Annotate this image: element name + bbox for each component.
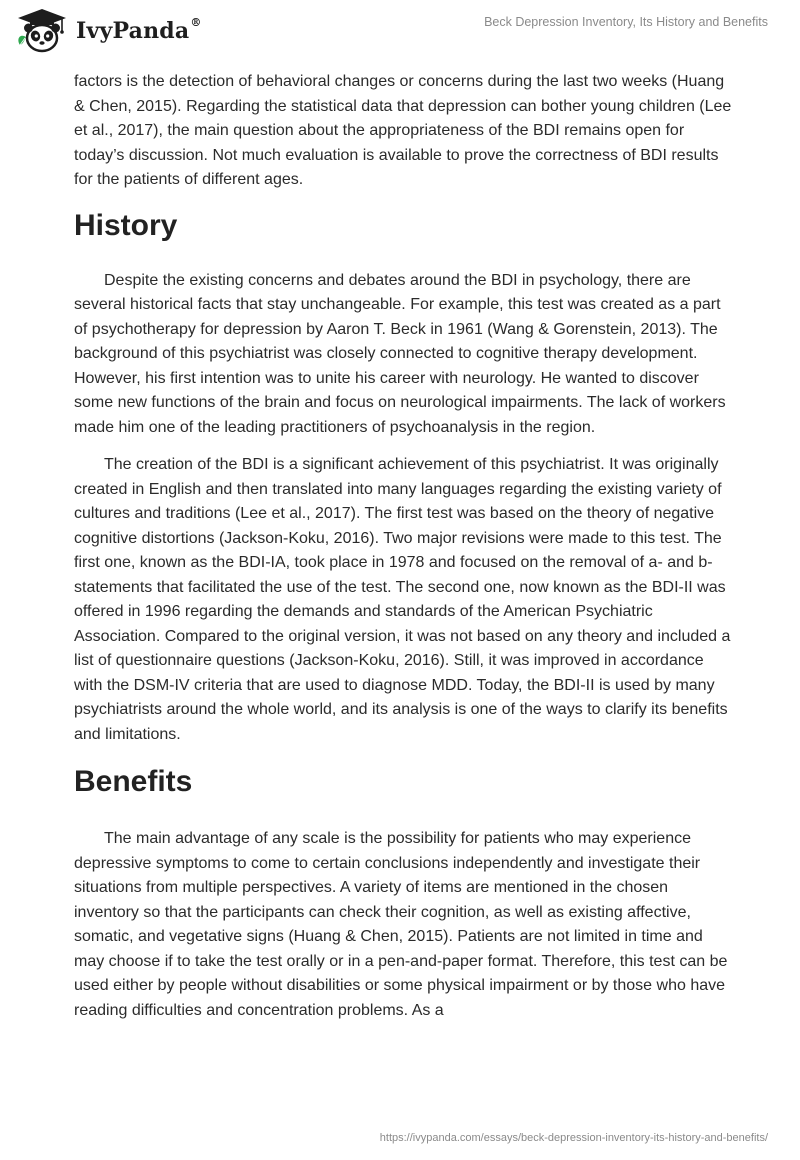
history-heading: History [74,208,178,242]
history-paragraph-1: Despite the existing concerns and debates around the BDI in psychology, there are several historical facts that stay unchangeable. For example, this test was created as a part of psychotherapy for depression by Aaron T. Beck in 1961 (Wang & Gorenstein, 2013). The background of this psychiatrist was closely connected to cognitive therapy development. However, his first intention was to unite his career with neurology. He wanted to discover some new functions of the brain and focus on neurological impairments. The lack of workers made him one of the leading practitioners of psychoanalysis in the region. [74,271,726,436]
document-title: Beck Depression Inventory, Its History and Benefits [484,15,768,29]
benefits-heading: Benefits [74,765,193,798]
source-url[interactable]: https://ivypanda.com/essays/beck-depression-inventory-its-history-and-benefits/ [379,1132,768,1144]
intro-paragraph: factors is the detection of behavioral changes or concerns during the last two weeks (Huang & Chen, 2015). Regarding the statistical data that depression can bother young children (Lee et al., 2017), the main question about the appropriateness of the BDI remains open for today’s discussion. Not much evaluation is available to prove the correctness of BDI results for the patients of different ages. [74,73,732,188]
registered-mark: ® [190,16,202,29]
panda-graduate-icon [14,7,70,55]
history-paragraph-2: The creation of the BDI is a significant achievement of this psychiatrist. It was originally created in English and then translated into many languages regarding the existing variety of cultures and traditions (Lee et al., 2017). The first test was based on the theory of negative cognitive distortions (Jackson-Koku, 2016). Two major revisions were made to this test. The first one, known as the BDI-IA, took place in 1978 and focused on the removal of a- and b-statements that facilitated the use of the test. The second one, now known as the BDI-II was offered in 1996 regarding the demands and standards of the American Psychiatric Association. Compared to the original version, it was not based on any theory and included a list of questionnaire questions (Jackson-Koku, 2016). Still, it was improved in accordance with the DSM-IV criteria that are used to diagnose MDD. Today, the BDI-II is used by many psychiatrists around the whole world, and its analysis is one of the ways to clarify its benefits and limitations. [74,456,731,743]
brand-logo[interactable] [14,7,202,55]
brand-name: IvyPanda® [76,16,202,44]
benefits-paragraph-1: The main advantage of any scale is the possibility for patients who may experience depressive symptoms to come to certain conclusions independently and investigate their situations from multiple perspectives. A variety of items are mentioned in the chosen inventory so that the participants can check their cognition, as well as existing affective, somatic, and vegetative signs (Huang & Chen, 2015). Patients are not limited in time and may choose if to take the test orally or in a pen-and-paper format. Therefore, this test can be used either by people without disabilities or some physical impairment or by those who have reading difficulties and concentration problems. As a [74,830,728,1019]
article-body [74,70,734,1036]
page-header [0,0,800,66]
